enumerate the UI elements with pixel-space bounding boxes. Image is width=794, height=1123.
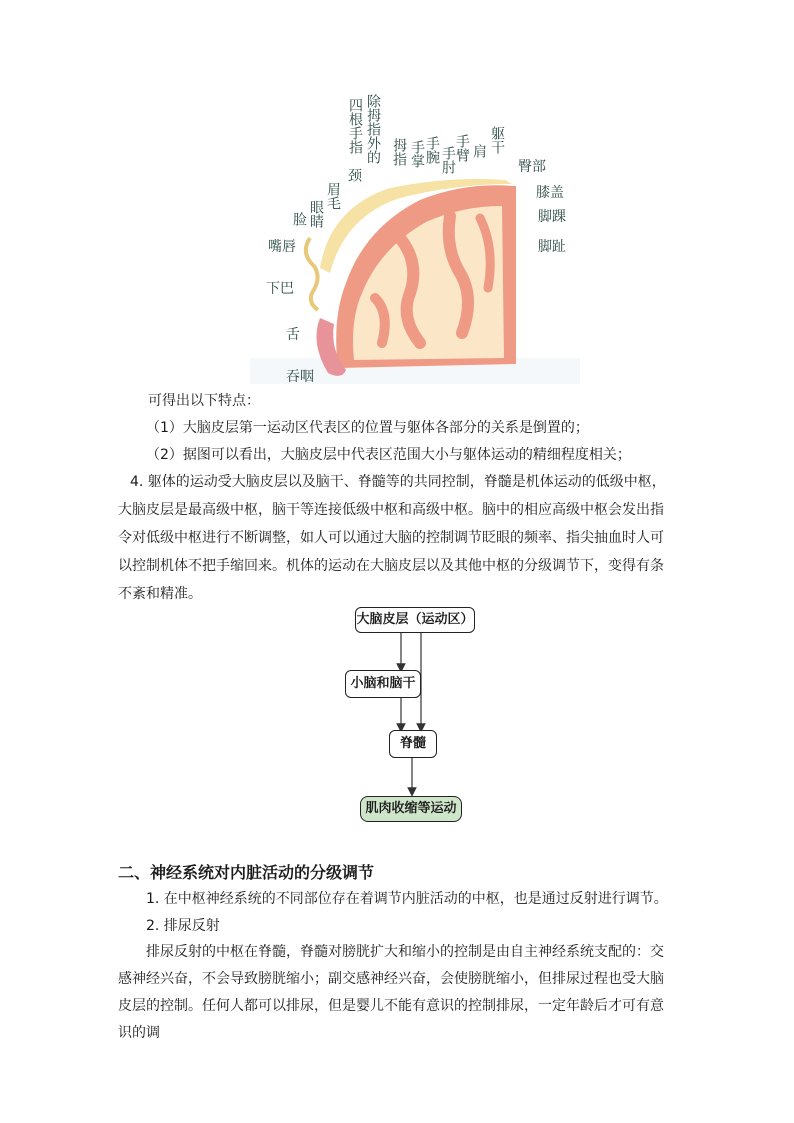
label-lips: 嘴唇 (268, 239, 296, 255)
label-trunk: 躯干 (489, 126, 505, 154)
feature-point-1: （1）大脑皮层第一运动区代表区的位置与躯体各部分的关系是倒置的； (146, 420, 589, 436)
label-fingers-line1: 除拇指外的 (365, 94, 381, 164)
flow-box-spinal-cord: 脊髓 (389, 730, 437, 758)
label-eyebrow: 眉毛 (325, 182, 341, 210)
label-swallow: 吞咽 (286, 369, 314, 385)
label-thumb: 拇指 (391, 138, 407, 166)
label-chin: 下巴 (266, 281, 294, 297)
label-shoulder: 肩 (471, 144, 487, 158)
flow-box-cortex: 大脑皮层（运动区） (355, 607, 475, 633)
label-fingers-line2: 四根手指 (347, 98, 363, 154)
section-2-item-1: 1. 在中枢神经系统的不同部位存在着调节内脏活动的中枢，也是通过反射进行调节。 (146, 891, 668, 907)
features-intro: 可得出以下特点： (148, 393, 260, 409)
label-elbow: 手肘 (440, 146, 456, 174)
label-wrist: 手腕 (424, 136, 440, 164)
feature-point-2: （2）据图可以看出，大脑皮层中代表区范围大小与躯体运动的精细程度相关； (146, 447, 631, 463)
label-knee: 膝盖 (536, 185, 564, 201)
label-neck: 颈 (346, 168, 362, 182)
label-face: 脸 (291, 212, 307, 226)
label-toes: 脚趾 (538, 239, 566, 255)
flowchart (335, 600, 485, 830)
section-2-item-2: 2. 排尿反射 (146, 918, 220, 934)
flow-box-cerebellum-brainstem: 小脑和脑干 (345, 670, 421, 698)
item-4-paragraph: 4. 躯体的运动受大脑皮层以及脑干、脊髓等的共同控制，脊髓是机体运动的低级中枢，大脑皮层是最高级中枢，脑干等连接低级中枢和高级中枢。脑中的相应高级中枢会发出指令对低级中枢进行不断调整，如人可以通过大脑的控制调节眨眼的频率、指尖抽血时人可以控制机体不把手缩回来。机体的运动在大脑皮层以及其他中枢的分级调节下，变得有条不紊和精准。 (118, 474, 666, 602)
label-ankle: 脚踝 (538, 209, 566, 225)
label-palm: 手掌 (409, 140, 425, 168)
section-2-paragraph: 排尿反射的中枢在脊髓，脊髓对膀胱扩大和缩小的控制是由自主神经系统支配的：交感神经兴奋，不会导致膀胱缩小；副交感神经兴奋，会使膀胱缩小，但排尿过程也受大脑皮层的控制。任何人都可以排尿，但是婴儿不能有意识的控制排尿，一定年龄后才可有意识的调 (118, 944, 664, 1041)
flow-box-muscle-movement: 肌肉收缩等运动 (360, 796, 462, 822)
label-eye: 眼睛 (308, 200, 324, 228)
label-hip: 臀部 (518, 159, 546, 175)
label-arm: 手臂 (454, 134, 470, 162)
label-tongue: 舌 (286, 327, 300, 343)
section-2-title: 二、神经系统对内脏活动的分级调节 (118, 863, 375, 882)
brain-figure (250, 88, 580, 384)
